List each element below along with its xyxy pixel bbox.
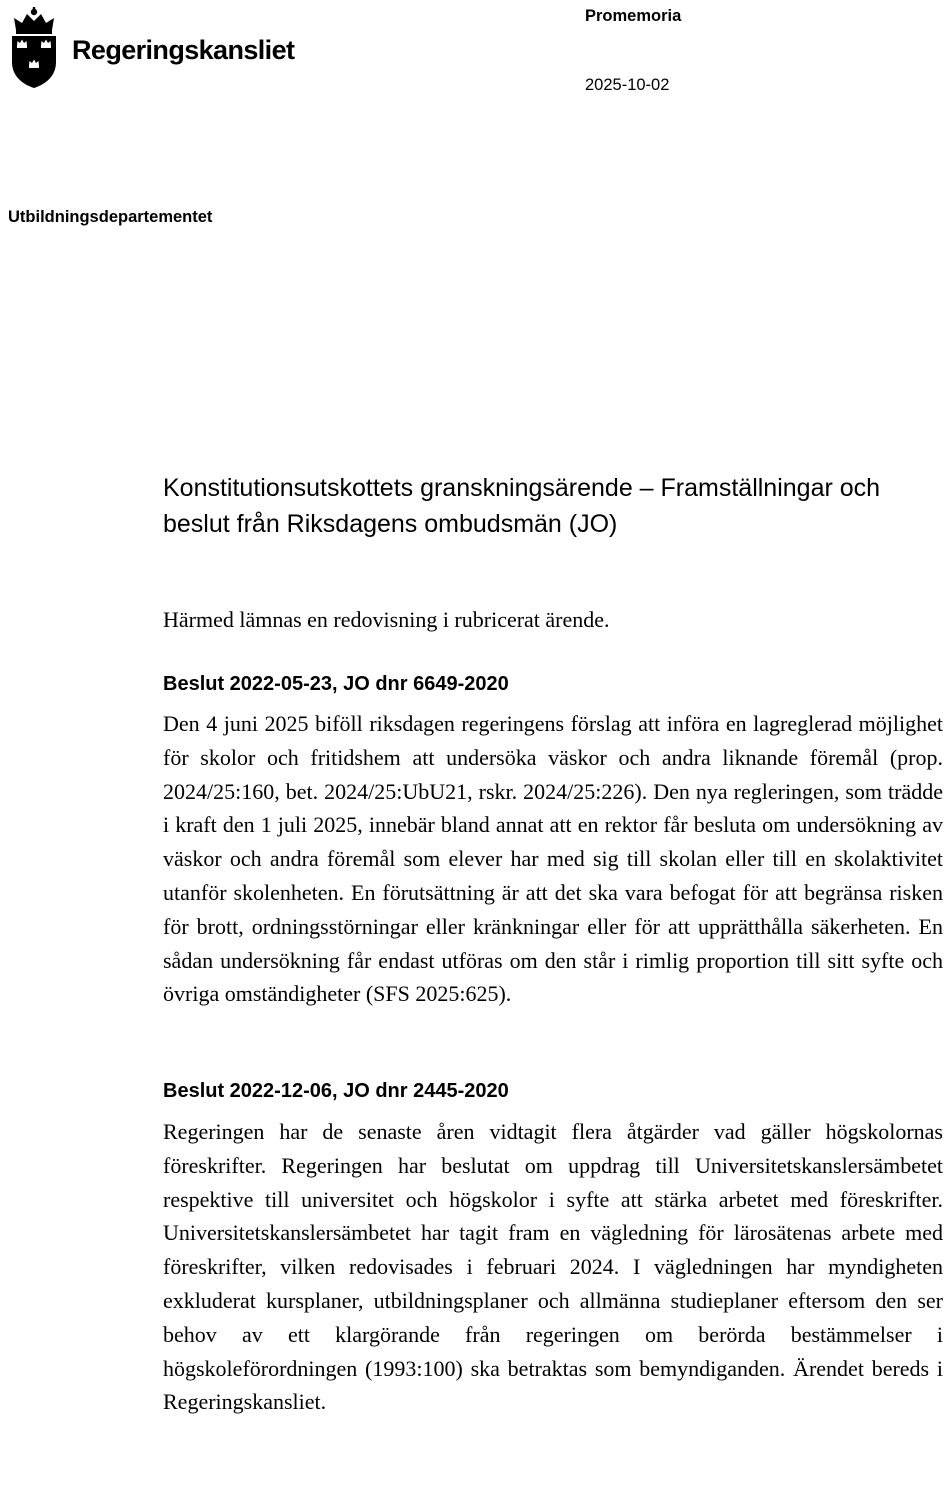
intro-paragraph: Härmed lämnas en redovisning i rubricerat ärende.: [163, 607, 610, 632]
department-name: Utbildningsdepartementet: [8, 208, 213, 226]
document-type: Promemoria: [585, 7, 682, 25]
section-heading: Beslut 2022-05-23, JO dnr 6649-2020: [163, 673, 509, 695]
section-heading: Beslut 2022-12-06, JO dnr 2445-2020: [163, 1080, 509, 1102]
document-title: Konstitutionsutskottets granskningsärende – Framställningar och beslut från Riksdagens ombudsmän (JO): [163, 474, 881, 538]
section-body: Regeringen har de senaste åren vidtagit flera åtgärder vad gäller högskolornas föreskrifter. Regeringen har beslutat om uppdrag till Universitetskanslersämbetet respektive till universitet och högskolor i syfte att stärka arbetet med föreskrifter. Universitetskanslersämbetet har tagit fram en vägledning för lärosätenas arbete med föreskrifter, vilken redovisades i februari 2024. I vägledningen har myndigheten exkluderat kursplaner, utbildningsplaner och allmänna studieplaner eftersom den ser behov av ett klargörande från regeringen om berörda bestämmelser i högskoleförordningen (1993:100) ska betraktas som bemyndiganden. Ärendet bereds i Regeringskansliet.: [163, 1119, 943, 1415]
organization-name: Regeringskansliet: [72, 35, 295, 65]
section-body: Den 4 juni 2025 biföll riksdagen regeringens förslag att införa en lagreglerad möjlighet för skolor och fritidshem att undersöka väskor och andra liknande föremål (prop. 2024/25:160, bet. 2024/25:UbU21, rskr. 2024/25:226). Den nya regleringen, som trädde i kraft den 1 juli 2025, innebär bland annat att en rektor får besluta om undersökning av väskor och andra föremål som elever har med sig till skolan eller till en skolaktivitet utanför skolenheten. En förutsättning är att det ska vara befogat för att begränsa risken för brott, ordningsstörningar eller kränkningar eller för att upprätthålla säkerheten. En sådan undersökning får endast utföras om den står i rimlig proportion till sitt syfte och övriga omständigheter (SFS 2025:625).: [163, 711, 943, 1007]
document-date: 2025-10-02: [585, 76, 670, 94]
coat-of-arms-icon: [8, 6, 60, 90]
